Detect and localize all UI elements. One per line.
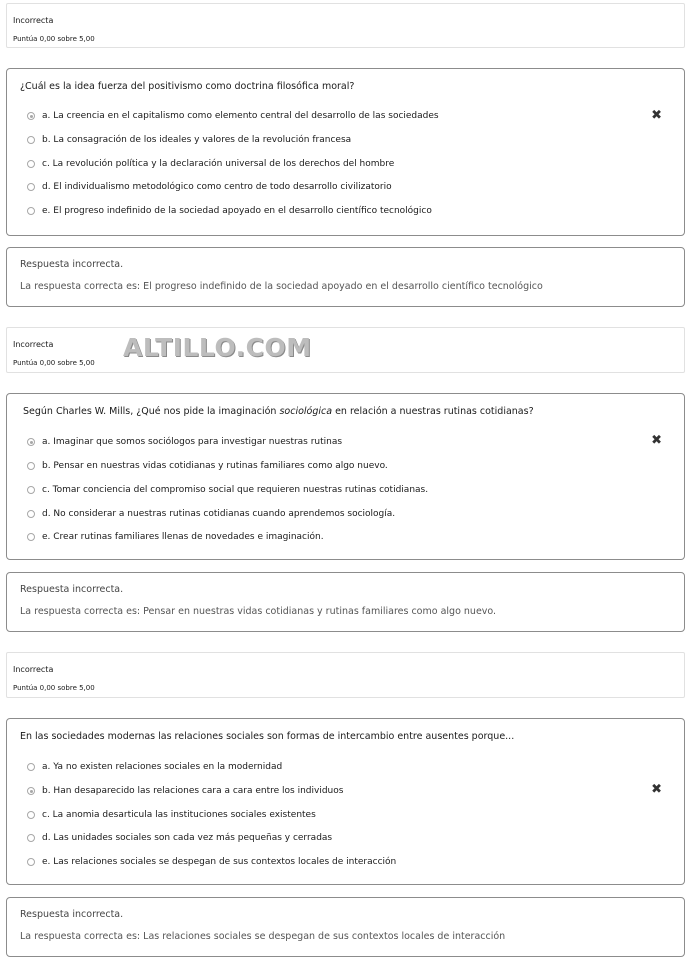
question-text-part: Según Charles W. Mills, ¿Qué nos pide la imaginación	[23, 406, 280, 417]
answer-option-a[interactable]	[27, 435, 342, 449]
question-info-2	[6, 327, 685, 373]
feedback-title: Respuesta incorrecta.	[20, 584, 124, 595]
radio-button[interactable]	[27, 438, 35, 446]
answer-option-label: e. Las relaciones sociales se despegan de sus contextos locales de interacción	[42, 857, 397, 867]
correct-answer-text: La respuesta correcta es: Pensar en nuestras vidas cotidianas y rutinas familiares como algo nuevo.	[20, 606, 497, 617]
answer-option-label: e. El progreso indefinido de la sociedad apoyado en el desarrollo científico tecnológico	[42, 206, 432, 216]
question-state: Incorrecta	[13, 340, 54, 349]
radio-button[interactable]	[27, 787, 35, 795]
answer-option-label: d. No considerar a nuestras rutinas cotidianas cuando aprendemos sociología.	[42, 509, 396, 519]
question-state: Incorrecta	[13, 16, 54, 25]
radio-button[interactable]	[27, 207, 35, 215]
answer-option-label: a. Ya no existen relaciones sociales en la modernidad	[42, 762, 283, 772]
radio-button[interactable]	[27, 834, 35, 842]
question-text: En las sociedades modernas las relaciones sociales son formas de intercambio entre ausentes porque...	[20, 731, 515, 742]
question-text: ¿Cuál es la idea fuerza del positivismo como doctrina filosófica moral?	[20, 81, 355, 92]
feedback-box-2	[6, 572, 685, 632]
close-icon: ✖	[651, 782, 662, 797]
answer-option-d[interactable]	[27, 507, 395, 521]
answer-option-c[interactable]	[27, 483, 428, 497]
feedback-box-3	[6, 897, 685, 957]
close-icon: ✖	[651, 433, 662, 448]
answer-option-label: a. La creencia en el capitalismo como elemento central del desarrollo de las sociedades	[42, 111, 439, 121]
radio-button[interactable]	[27, 811, 35, 819]
answer-option-d[interactable]	[27, 831, 332, 845]
question-text-emphasis: sociológica	[279, 406, 333, 417]
answer-option-label: c. Tomar conciencia del compromiso social que requieren nuestras rutinas cotidianas.	[42, 485, 429, 495]
correct-answer-text: La respuesta correcta es: El progreso indefinido de la sociedad apoyado en el desarrollo científico tecnológico	[20, 281, 543, 292]
radio-button[interactable]	[27, 486, 35, 494]
radio-button[interactable]	[27, 183, 35, 191]
question-text-part: en relación a nuestras rutinas cotidianas?	[332, 406, 534, 417]
answer-option-e[interactable]	[27, 204, 432, 218]
radio-button[interactable]	[27, 533, 35, 541]
answer-option-label: d. Las unidades sociales son cada vez más pequeñas y cerradas	[42, 833, 333, 843]
answer-option-e[interactable]	[27, 530, 324, 544]
answer-option-label: a. Imaginar que somos sociólogos para investigar nuestras rutinas	[42, 437, 343, 447]
answer-option-label: d. El individualismo metodológico como centro de todo desarrollo civilizatorio	[42, 182, 392, 192]
close-icon: ✖	[651, 108, 662, 123]
question-info-3	[6, 652, 685, 698]
watermark-logo: ALTILLO.COM	[123, 333, 312, 362]
question-grade: Puntúa 0,00 sobre 5,00	[13, 35, 95, 43]
radio-button[interactable]	[27, 160, 35, 168]
question-content-3	[6, 718, 685, 885]
feedback-title: Respuesta incorrecta.	[20, 259, 124, 270]
question-content-2	[6, 393, 685, 560]
answer-option-label: c. La revolución política y la declaración universal de los derechos del hombre	[42, 159, 395, 169]
answer-option-c[interactable]	[27, 808, 316, 822]
question-text	[23, 406, 534, 417]
question-state: Incorrecta	[13, 665, 54, 674]
correct-answer-text: La respuesta correcta es: Las relaciones sociales se despegan de sus contextos locales de interacción	[20, 931, 506, 942]
radio-button[interactable]	[27, 462, 35, 470]
answer-option-b[interactable]	[27, 133, 351, 147]
feedback-box-1	[6, 247, 685, 307]
feedback-title: Respuesta incorrecta.	[20, 909, 124, 920]
radio-button[interactable]	[27, 136, 35, 144]
question-info-1	[6, 3, 685, 48]
answer-option-e[interactable]	[27, 855, 396, 869]
question-grade: Puntúa 0,00 sobre 5,00	[13, 684, 95, 692]
radio-button[interactable]	[27, 112, 35, 120]
answer-option-b[interactable]	[27, 784, 343, 798]
radio-button[interactable]	[27, 763, 35, 771]
answer-option-c[interactable]	[27, 157, 394, 171]
answer-option-d[interactable]	[27, 180, 392, 194]
question-content-1	[6, 68, 685, 236]
answer-option-label: b. Han desaparecido las relaciones cara a cara entre los individuos	[42, 786, 344, 796]
answer-option-label: b. La consagración de los ideales y valores de la revolución francesa	[42, 135, 352, 145]
question-grade: Puntúa 0,00 sobre 5,00	[13, 359, 95, 367]
radio-button[interactable]	[27, 858, 35, 866]
answer-option-b[interactable]	[27, 459, 388, 473]
answer-option-label: e. Crear rutinas familiares llenas de novedades e imaginación.	[42, 532, 324, 542]
answer-option-a[interactable]	[27, 760, 282, 774]
answer-option-label: c. La anomia desarticula las instituciones sociales existentes	[42, 810, 316, 820]
radio-button[interactable]	[27, 510, 35, 518]
answer-option-label: b. Pensar en nuestras vidas cotidianas y rutinas familiares como algo nuevo.	[42, 461, 388, 471]
answer-option-a[interactable]	[27, 109, 439, 123]
